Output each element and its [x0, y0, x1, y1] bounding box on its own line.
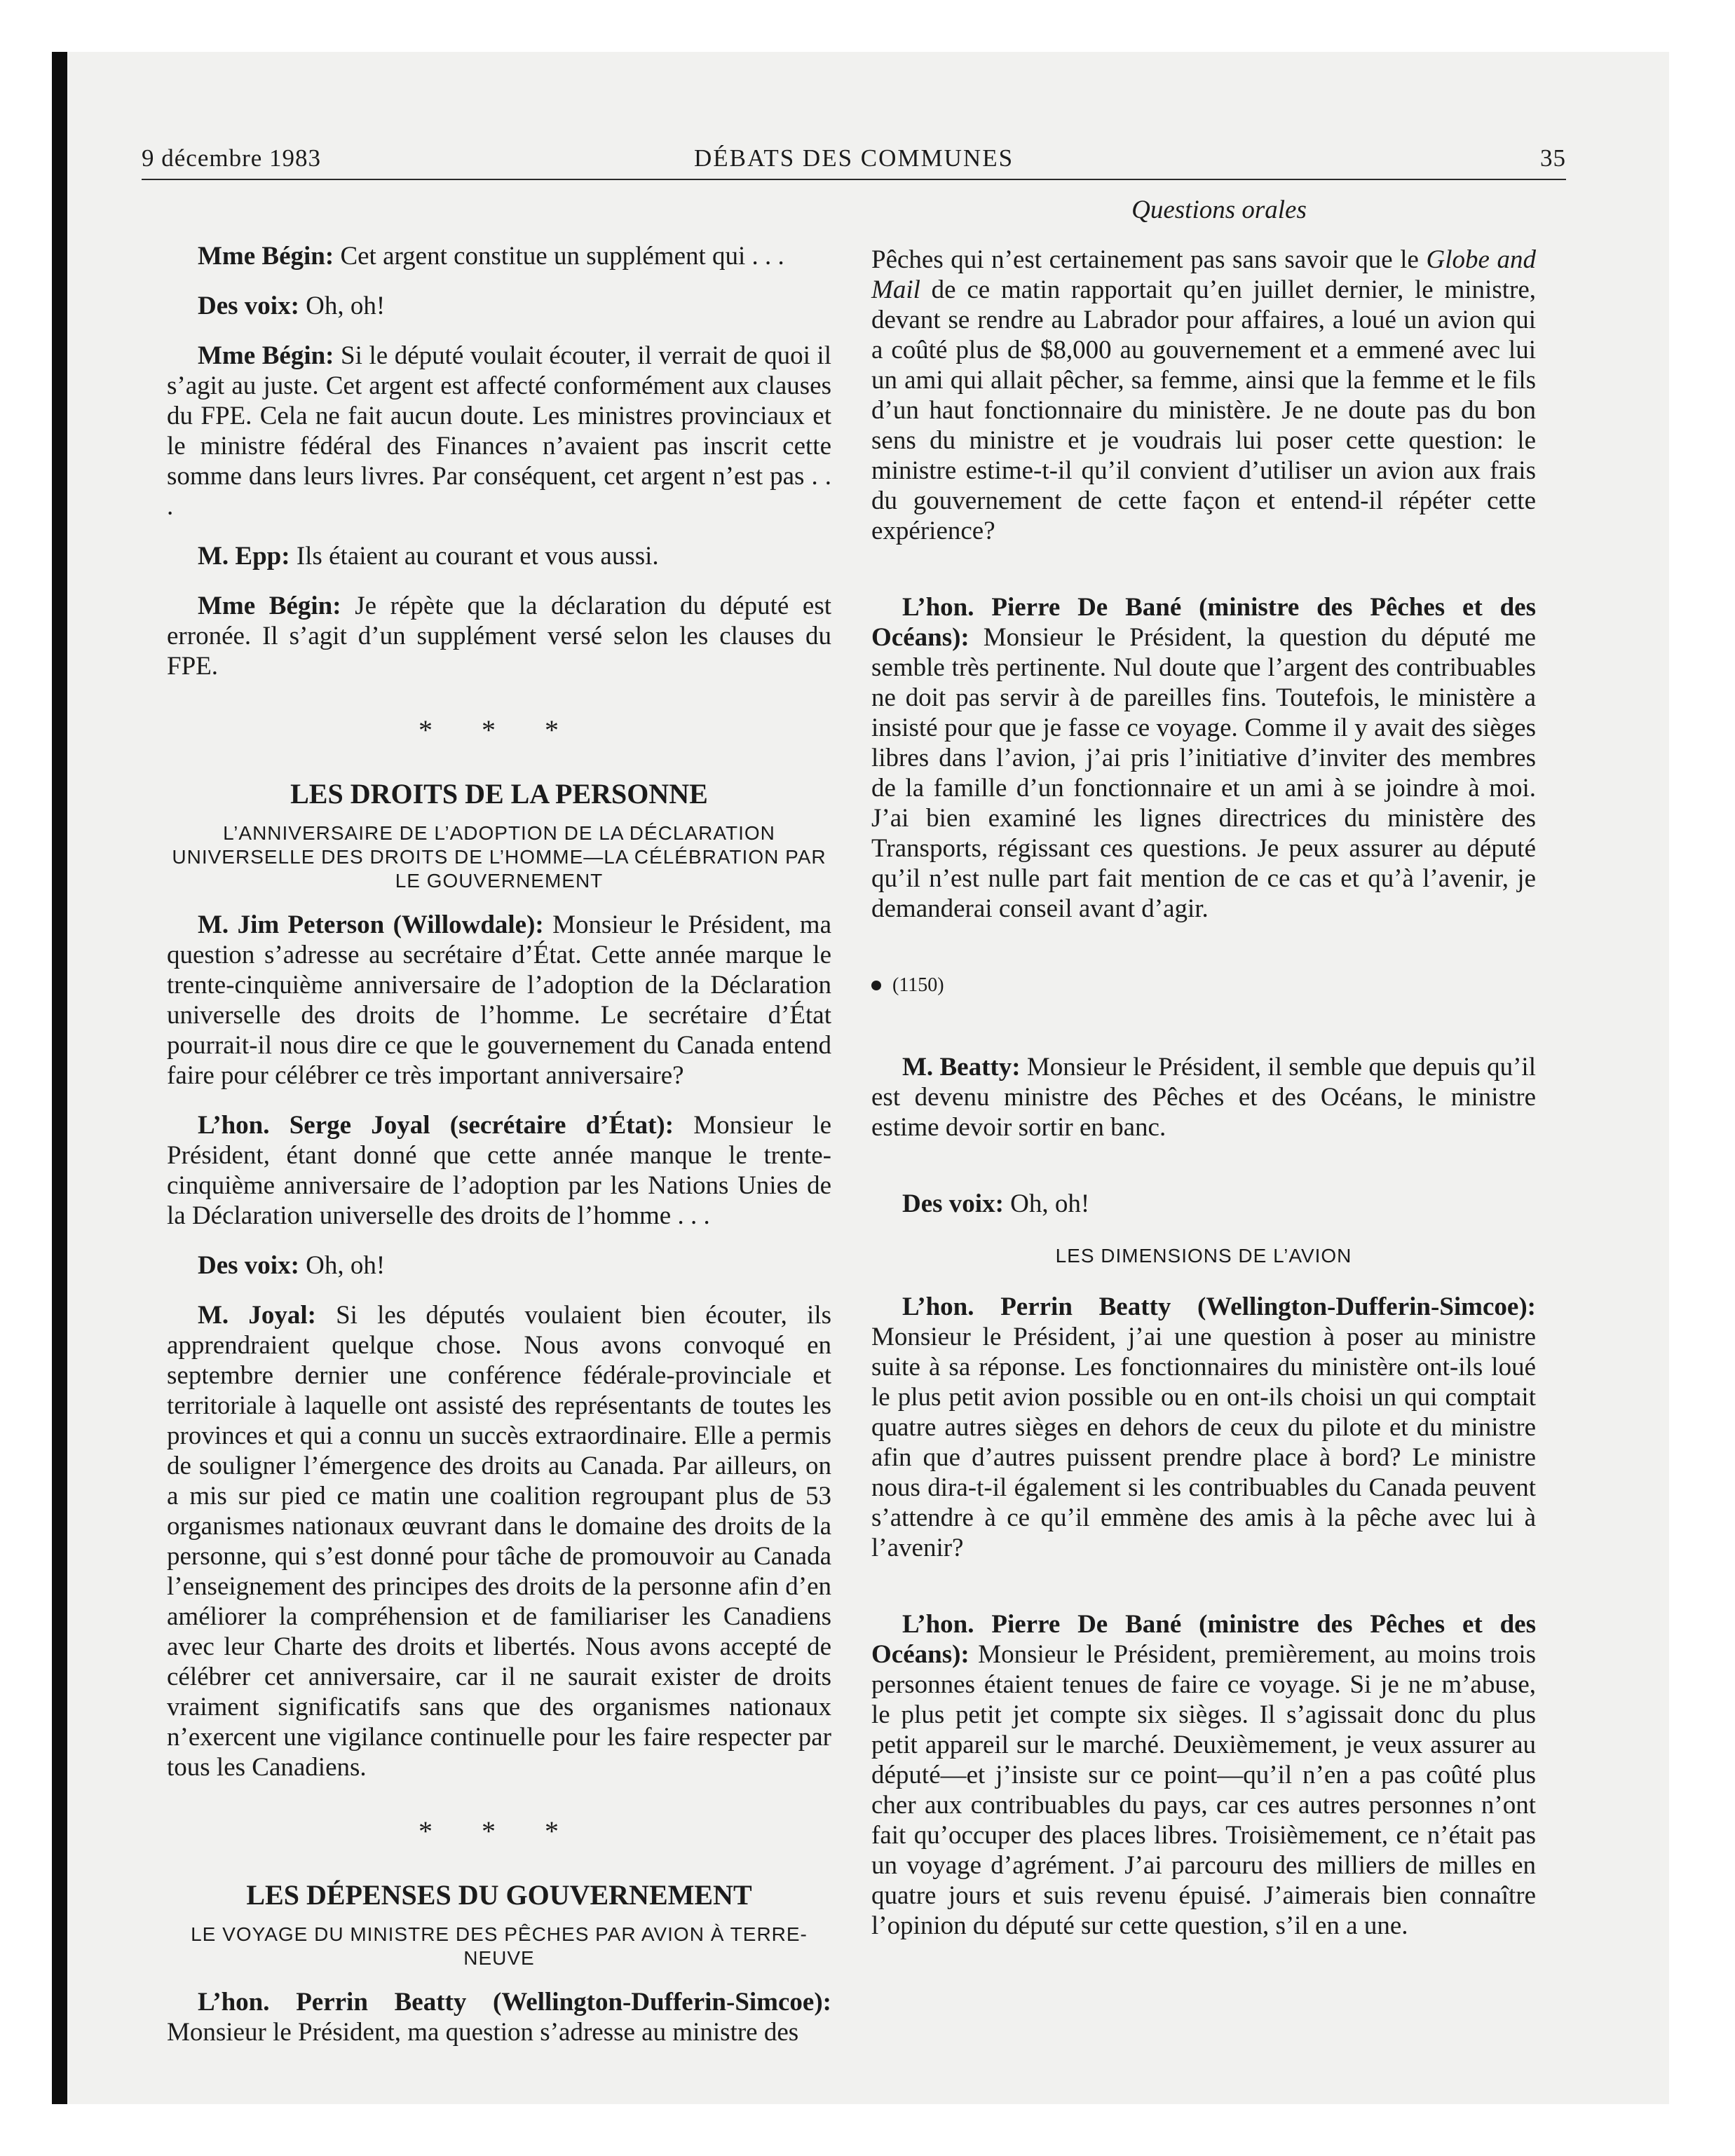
- speaker-name: L’hon. Pierre De Bané (ministre des Pêches et des Océans):: [871, 593, 1536, 652]
- paragraph: [167, 541, 831, 571]
- speaker-name: Des voix:: [198, 292, 299, 320]
- section-subheading: L’ANNIVERSAIRE DE L’ADOPTION DE LA DÉCLARATION UNIVERSELLE DES DROITS DE L’HOMME—LA CÉLÉBRATION PAR LE GOUVERNEMENT: [172, 822, 826, 892]
- paragraph: [871, 1292, 1536, 1563]
- left-column: [167, 241, 831, 2067]
- page-number: 35: [1540, 144, 1566, 172]
- paragraph: [871, 1609, 1536, 1941]
- speaker-name: Mme Bégin:: [198, 341, 334, 370]
- speaker-name: L’hon. Perrin Beatty (Wellington-Dufferin-Simcoe):: [198, 1988, 831, 2017]
- paragraph: [167, 241, 831, 271]
- newspaper-title: Globe and Mail: [871, 245, 1536, 304]
- paragraph: [167, 341, 831, 521]
- section-subheading: LE VOYAGE DU MINISTRE DES PÊCHES PAR AVION À TERRE-NEUVE: [191, 1923, 808, 1969]
- time-marker: [871, 970, 1536, 1000]
- paragraph-text: de ce matin rapportait qu’en juillet dernier, le ministre, devant se rendre au Labrador pour affaires, a loué un avion qui a coûté plus de $8,000 au gouvernement et a emmené avec lui un ami qui allait pêcher, sa femme, ainsi que la femme et le fils d’un haut fonctionnaire du ministère. Je ne doute pas du bon sens du ministre et je voudrais lui poser cette question: le ministre estime-t-il qu’il convient d’utiliser un avion aux frais du gouvernement de cette façon et entend-il répéter cette expérience?: [871, 275, 1536, 545]
- speaker-name: Mme Bégin:: [198, 592, 341, 620]
- paragraph: [871, 245, 1536, 546]
- header-title: DÉBATS DES COMMUNES: [693, 144, 1014, 172]
- speaker-name: Des voix:: [902, 1189, 1004, 1218]
- paragraph: [167, 1300, 831, 1782]
- paragraph-text: Oh, oh!: [299, 1251, 386, 1280]
- speaker-name: L’hon. Pierre De Bané (ministre des Pêches et des Océans):: [871, 1610, 1536, 1669]
- section-separator: * * *: [419, 714, 580, 746]
- scan-edge-strip: [52, 52, 67, 2104]
- speaker-name: M. Jim Peterson (Willowdale):: [198, 910, 544, 939]
- paragraph: [167, 1987, 831, 2047]
- right-column: [871, 195, 1536, 1960]
- paragraph: [871, 1052, 1536, 1142]
- section-heading: LES DROITS DE LA PERSONNE: [290, 778, 708, 810]
- paragraph: [871, 592, 1536, 924]
- paragraph-text: Je répète que la déclaration du député est erronée. Il s’agit d’un supplément versé selon les clauses du FPE.: [167, 592, 831, 681]
- speaker-name: L’hon. Perrin Beatty (Wellington-Dufferin-Simcoe):: [902, 1292, 1536, 1321]
- paragraph: [871, 1189, 1536, 1219]
- running-header: [142, 144, 1566, 179]
- paragraph-text: Monsieur le Président, ma question s’adresse au secrétaire d’État. Cette année marque le trente-cinquième anniversaire de l’adoption de la Déclaration universelle des droits de l’homme. Le secrétaire d’État pourrait-il nous dire ce que le gouvernement du Canada entend faire pour célébrer ce très important anniversaire?: [167, 910, 831, 1090]
- section-separator: * * *: [419, 1815, 580, 1847]
- paragraph: [167, 291, 831, 321]
- paragraph-text: Monsieur le Président, étant donné que cette année manque le trente-cinquième anniversaire de l’adoption par les Nations Unies de la Déclaration universelle des droits de l’homme . . .: [167, 1111, 831, 1230]
- paragraph: [167, 1110, 831, 1231]
- time-marker-text: (1150): [892, 974, 944, 996]
- speaker-name: M. Epp:: [198, 542, 290, 571]
- header-rule: [142, 179, 1566, 180]
- speaker-name: M. Beatty:: [902, 1053, 1021, 1082]
- section-heading: LES DÉPENSES DU GOUVERNEMENT: [246, 1879, 752, 1911]
- paragraph-text: Oh, oh!: [299, 292, 386, 320]
- header-date: 9 décembre 1983: [142, 144, 322, 172]
- section-label: Questions orales: [1131, 196, 1307, 224]
- paragraph-text: Monsieur le Président, j’ai une question à poser au ministre suite à sa réponse. Les fonctionnaires du ministère ont-ils loué le plus petit avion possible ou en ont-ils choisi un qui comptait quatre autres sièges en dehors de ceux du pilote et du ministre afin que d’autres puissent prendre place à bord? Le ministre nous dira-t-il également si les contribuables du Canada peuvent s’attendre à ce qu’il emmène des amis à la pêche avec lui à l’avenir?: [871, 1323, 1536, 1562]
- paragraph-text: Monsieur le Président, ma question s’adresse au ministre des: [167, 2018, 799, 2047]
- paragraph-text: Si les députés voulaient bien écouter, ils apprendraient quelque chose. Nous avons convoqué en septembre dernier une conférence fédérale-provinciale et territoriale à laquelle ont assisté des représentants de toutes les provinces et qui a connu un succès extraordinaire. Elle a permis de souligner l’émergence des droits au Canada. Par ailleurs, on a mis sur pied ce matin une coalition regroupant plus de 53 organismes nationaux œuvrant dans le domaine des droits de la personne, qui s’est donné pour tâche de promouvoir au Canada l’enseignement des principes des droits de la personne afin d’en améliorer la compréhension et de familiariser les Canadiens avec leur Charte des droits et libertés. Nous avons accepté de célébrer cet anniversaire, car il ne saurait exister de droits vraiment significatifs sans que des organismes nationaux n’exercent une vigilance continuelle pour les faire respecter par tous les Canadiens.: [167, 1301, 831, 1782]
- paragraph-text: Monsieur le Président, il semble que depuis qu’il est devenu ministre des Pêches et des Océans, le ministre estime devoir sortir en banc.: [871, 1053, 1536, 1142]
- paragraph: [167, 591, 831, 681]
- paragraph-text: Cet argent constitue un supplément qui . . .: [334, 242, 784, 271]
- paragraph-text: Monsieur le Président, la question du député me semble très pertinente. Nul doute que l’argent des contribuables ne doit pas servir à de pareilles fins. Toutefois, le ministère a insisté pour que je fasse ce voyage. Comme il y avait des sièges libres dans l’avion, j’ai pris l’initiative d’inviter des membres de la famille d’un fonctionnaire et un ami à se joindre à moi. J’ai bien examiné les lignes directrices du ministère des Transports, régissant ces questions. Je peux assurer au député qu’il n’est nulle part fait mention de ce cas et qu’à l’avenir, je demanderai conseil avant d’agir.: [871, 623, 1536, 923]
- paragraph-text: Oh, oh!: [1003, 1189, 1090, 1218]
- section-subheading: LES DIMENSIONS DE L’AVION: [1055, 1245, 1352, 1267]
- speaker-name: L’hon. Serge Joyal (secrétaire d’État):: [198, 1111, 674, 1140]
- paragraph: [167, 1250, 831, 1281]
- speaker-name: Mme Bégin:: [198, 242, 334, 271]
- paragraph-text: Pêches qui n’est certainement pas sans savoir que le: [871, 245, 1427, 274]
- bullet-icon: [871, 981, 881, 990]
- speaker-name: Des voix:: [198, 1251, 299, 1280]
- paragraph-text: Monsieur le Président, premièrement, au moins trois personnes étaient tenues de faire ce voyage. Si je ne m’abuse, le plus petit jet compte six sièges. Il s’agissait donc du plus petit appareil sur le marché. Deuxièmement, je veux assurer au député—et j’insiste sur ce point—qu’il n’en a pas coûté plus cher aux contribuables du pays, car ces autres personnes n’ont fait qu’occuper des places libres. Troisièmement, ce n’était pas un voyage d’agrément. J’ai parcouru des milliers de milles en quatre jours et suis revenu épuisé. J’aimerais bien connaître l’opinion du député sur cette question, s’il en a une.: [871, 1640, 1536, 1940]
- paragraph-text: Si le député voulait écouter, il verrait de quoi il s’agit au juste. Cet argent est affecté conformément aux clauses du FPE. Cela ne fait aucun doute. Les ministres provinciaux et le ministre fédéral des Finances n’avaient pas inscrit cette somme dans leurs livres. Par conséquent, cet argent n’est pas . . .: [167, 341, 831, 521]
- speaker-name: M. Joyal:: [198, 1301, 316, 1330]
- paragraph-text: Ils étaient au courant et vous aussi.: [290, 542, 659, 571]
- paragraph: [167, 910, 831, 1091]
